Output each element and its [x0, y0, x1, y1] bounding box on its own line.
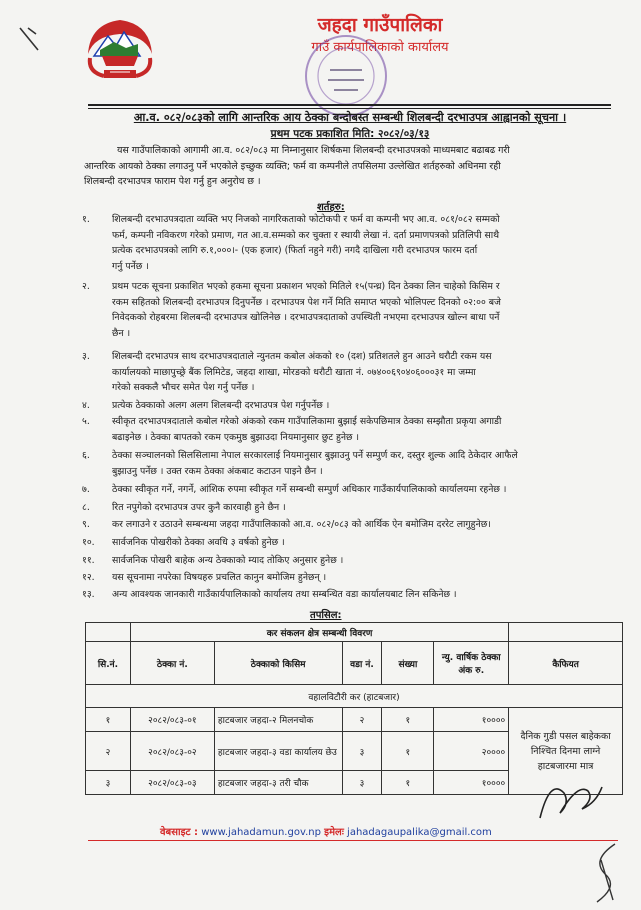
cell-type: हाटबजार जहदा-२ मिलनचोक	[214, 708, 342, 732]
condition-item	[82, 279, 622, 341]
notice-title: आ.व. ०८२/०८३को लागि आन्तरिक आय ठेक्का बन्दोबस्त सम्बन्धी शिलबन्दी दरभाउपत्र आह्वानको सूचना ।	[133, 111, 567, 124]
section-label: वहालविटौरी कर (हाटबजार)	[86, 685, 623, 708]
condition-number: १३.	[82, 589, 95, 600]
condition-line: फर्म, कम्पनी नविकरण गरेको प्रमाण, गत आ.व.सम्मको कर चुक्ता र स्थायी लेखा नं. दर्ता प्रमाणपत्रको प्रतिलिपी साथै	[112, 229, 500, 241]
column-header: ठेक्का नं.	[130, 642, 214, 685]
condition-number: ३.	[82, 351, 90, 362]
group-header: कर संकलन क्षेत्र सम्बन्धी विवरण	[130, 623, 508, 642]
condition-number: ११.	[82, 555, 95, 566]
condition-line: ठेक्का स्वीकृत गर्ने, नगर्ने, आंशिक रुपमा स्वीकृत गर्ने सम्बन्धी सम्पुर्ण अधिकार गाउँकार्यपालिकाको कार्यालयमा रहनेछ ।	[112, 484, 507, 495]
cell-contract-no: २०८२/०८३-०३	[130, 771, 214, 795]
condition-line: सार्वजनिक पोखरी बाहेक अन्य ठेक्काको म्याद तोकिए अनुसार हुनेछ ।	[112, 555, 344, 566]
condition-number: ९.	[82, 519, 90, 530]
condition-number: २.	[82, 281, 90, 292]
condition-line: कर लगाउने र उठाउने सम्बन्धमा जहदा गाउँपालिकाको आ.व. ०८२/०८३ को आर्थिक ऐन बमोजिम दररेट लागुहुनेछ।	[112, 519, 491, 530]
office-title: जहदा गाउँपालिका	[317, 14, 443, 36]
cell-type: हाटबजार जहदा-३ तरी चौक	[214, 771, 342, 795]
cell-amount: १००००	[434, 708, 509, 732]
email-label: इमेलः	[324, 827, 344, 838]
cell-sn: १	[86, 708, 131, 732]
column-header: न्यु. वार्षिक ठेक्का अंक रु.	[434, 642, 509, 685]
intro-paragraph	[84, 143, 617, 190]
column-header: वडा नं.	[342, 642, 382, 685]
cell-count: १	[382, 771, 434, 795]
condition-line: शिलबन्दी दरभाउपत्र साथ दरभाउपत्रदाताले न्युनतम कबोल अंकको १० (दश) प्रतिशतले हुन आउने धरौटी रकम यस	[112, 351, 492, 362]
cell-contract-no: २०८२/०८३-०१	[130, 708, 214, 732]
footer-contact	[160, 824, 620, 838]
condition-line: छैन ।	[112, 327, 131, 339]
intro-line: शिलबन्दी दरभाउपत्र फाराम पेश गर्नु हुन अनुरोध छ ।	[84, 176, 261, 188]
cell-count: १	[382, 732, 434, 771]
condition-number: ४.	[82, 400, 90, 411]
condition-line: कार्यालयको माछापुच्छ्रे बैंक लिमिटेड, जहदा शाखा, मोरङको धरौटी खाता नं. ०७४००६९०४०६०००३१ मा जम्मा	[112, 366, 476, 378]
cell-ward: ३	[342, 771, 382, 795]
condition-line: प्रथम पटक सूचना प्रकाशित भएको हकमा सूचना प्रकाशन भएको मितिले १५(पन्ध्र) दिन ठेक्का लिन चाहेको किसिम र	[112, 281, 500, 292]
condition-item	[82, 535, 622, 551]
cell-amount: १००००	[434, 771, 509, 795]
condition-line: सार्वजनिक पोखरीको ठेक्का अवधि ३ वर्षको हुनेछ ।	[112, 537, 285, 548]
intro-line: आन्तरिक आयको ठेक्का लगाउनु पर्ने भएकोले इच्छुक व्यक्ति; फर्म वा कम्पनीले तपसिलमा उल्लेखित शर्तहरुको अधिनमा रही	[84, 160, 501, 172]
condition-line: गरेको सक्कलै भौचर समेत पेश गर्नु पर्नेछ ।	[112, 382, 255, 394]
condition-item	[82, 482, 622, 498]
scan-mark-icon	[18, 26, 44, 56]
condition-number: १२.	[82, 572, 95, 583]
cell-ward: ३	[342, 732, 382, 771]
condition-item	[82, 212, 622, 274]
condition-item	[82, 570, 622, 586]
schedule-table	[85, 622, 623, 795]
cell-ward: २	[342, 708, 382, 732]
condition-line: यस सूचनामा नपरेका विषयहरु प्रचलित कानुन बमोजिम हुनेछन् ।	[112, 572, 327, 583]
cell-sn: २	[86, 732, 131, 771]
condition-line: ठेक्का सञ्चालनको सिलसिलामा नेपाल सरकारलाई नियमानुसार बुझाउनु पर्ने सम्पुर्ण कर, दस्तुर शुल्क आदि ठेकेदार आफैले	[112, 450, 518, 461]
website-label: वेबसाइट :	[160, 827, 199, 838]
cell-amount: २००००	[434, 732, 509, 771]
condition-line: अन्य आवश्यक जानकारी गाउँकार्यपालिकाको कार्यालय तथा सम्बन्धित वडा कार्यालयबाट लिन सकिनेछ ।	[112, 589, 457, 600]
condition-number: ८.	[82, 502, 90, 513]
condition-item	[82, 587, 622, 603]
office-subtitle: गाउँ कार्यपालिकाको कार्यालय	[311, 40, 449, 55]
header-rule-thin	[88, 108, 611, 109]
condition-line: गर्नु पर्नेछ ।	[112, 260, 149, 272]
condition-line: बढाइनेछ । ठेक्का बापतको रकम एकमुष्ठ बुझाउदा नियमानुसार छुट हुनेछ ।	[112, 431, 360, 443]
cell-type: हाटबजार जहदा-३ वडा कार्यालय छेउ	[214, 732, 342, 771]
condition-item	[82, 500, 622, 516]
cell-count: १	[382, 708, 434, 732]
condition-line: प्रत्येक ठेक्काको अलग अलग शिलबन्दी दरभाउपत्र पेश गर्नुपर्नेछ ।	[112, 400, 330, 411]
condition-line: रित नपुगेको दरभाउपत्र उपर कुनै कारवाही हुने छैन ।	[112, 502, 286, 513]
condition-number: ५.	[82, 416, 90, 427]
condition-number: १०.	[82, 537, 95, 548]
intro-line: यस गाउँपालिकाको आगामी आ.व. ०८२/०८३ मा निम्नानुसार शिर्षकमा शिलबन्दी दरभाउपत्रको माध्यमबाट बढाबढ गरी	[117, 145, 510, 156]
condition-line: निवेदकको रोहबरमा शिलबन्दी दरभाउपत्र खोलिनेछ । दरभाउपत्रदाताको उपस्थिती नभएमा दरभाउपत्र खोल्न बाधा पर्ने	[112, 312, 500, 324]
schedule-title: तपसिल:	[310, 610, 342, 621]
email-link[interactable]: jahadagaupalika@gmail.com	[347, 827, 492, 838]
condition-line: प्रत्येक दरभाउपत्रको लागि रु.१,०००।- (एक हजार) (फिर्ता नहुने गरी) नगदै दाखिला गरी दरभाउपत्र फारम दर्ता	[112, 245, 478, 257]
condition-number: १.	[82, 214, 90, 225]
cell-remarks: दैनिक गुडी पसल बाहेकका निश्चित दिनमा लाग्ने हाटबजारमा मात्र	[509, 708, 623, 795]
condition-item	[82, 517, 622, 533]
condition-line: रकम सहितको शिलबन्दी दरभाउपत्र दिनुपर्नेछ । दरभाउपत्र पेश गर्ने मिति समाप्त भएको भोलिपल्ट दिनको ०२:०० बजे	[112, 296, 501, 308]
publication-date: प्रथम पटक प्रकाशित मिति: २०८२/०३/१३	[270, 128, 430, 140]
cell-sn: ३	[86, 771, 131, 795]
column-header: कैफियत	[509, 642, 623, 685]
nepal-emblem-icon	[80, 14, 160, 86]
condition-item	[82, 349, 622, 396]
website-link[interactable]: www.jahadamun.gov.np	[201, 827, 321, 838]
column-header: सि.नं.	[86, 642, 131, 685]
condition-item	[82, 448, 622, 479]
condition-item	[82, 414, 622, 445]
signature-icon	[585, 840, 625, 910]
condition-number: ७.	[82, 484, 90, 495]
cell-contract-no: २०८२/०८३-०२	[130, 732, 214, 771]
signature-icon	[530, 773, 610, 828]
footer-rule	[88, 840, 618, 841]
column-header: संख्या	[382, 642, 434, 685]
condition-item	[82, 553, 622, 569]
condition-item	[82, 398, 622, 414]
condition-line: शिलबन्दी दरभाउपत्रदाता व्यक्ति भए निजको नागरिकताको फोटोकपी र फर्म वा कम्पनी भए आ.व. ०८१/०८२ सम्मको	[112, 214, 500, 225]
condition-line: स्वीकृत दरभाउपत्रदाताले कबोल गरेको अंकको रकम गाउँपालिकामा बुझाई सकेपछिमात्र ठेक्का सम्झौता प्रकृया अगाडी	[112, 416, 502, 427]
table-row	[86, 708, 623, 732]
condition-number: ६.	[82, 450, 90, 461]
condition-line: बुझाउनु पर्नेछ । उक्त रकम ठेक्का अंकबाट कटाउन पाइने छैन ।	[112, 465, 323, 477]
conditions-heading: शर्तहरु:	[317, 202, 345, 213]
column-header: ठेक्काको किसिम	[214, 642, 342, 685]
header-rule	[88, 104, 611, 106]
